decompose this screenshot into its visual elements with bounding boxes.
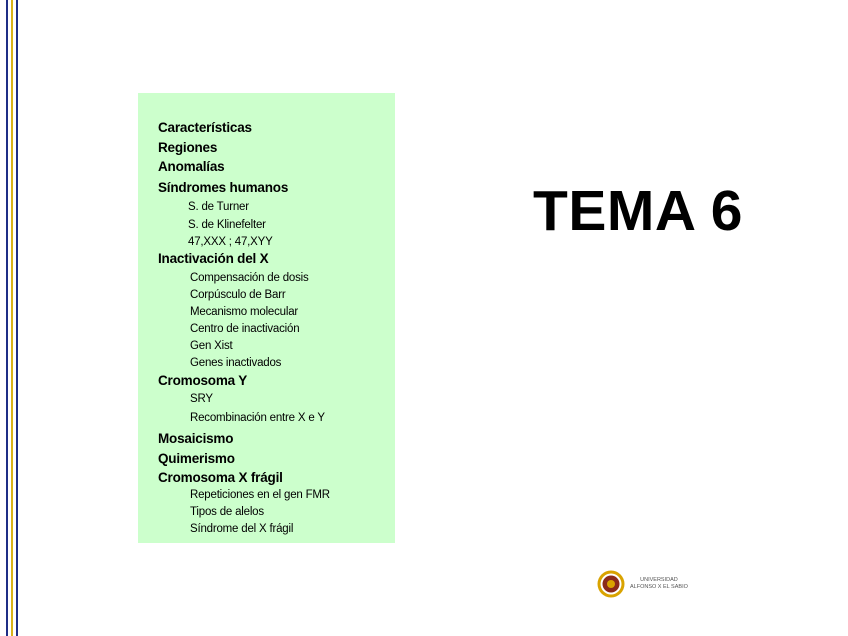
outline-subtopic: SRY — [190, 393, 213, 405]
topic-outline-box — [138, 93, 395, 543]
outline-topic: Cromosoma X frágil — [158, 470, 283, 485]
outline-topic: Quimerismo — [158, 451, 235, 466]
slide-title: TEMA 6 — [533, 179, 743, 243]
left-border-stripe-blue-2 — [16, 0, 18, 636]
outline-topic: Cromosoma Y — [158, 373, 248, 388]
outline-topic: Regiones — [158, 140, 218, 155]
outline-topic: Características — [158, 120, 252, 135]
outline-subtopic: Corpúsculo de Barr — [190, 289, 286, 301]
left-border-stripe-gold — [11, 0, 13, 636]
topic-outline-list — [138, 93, 395, 543]
outline-topic: Inactivación del X — [158, 251, 269, 266]
outline-subtopic: Gen Xist — [190, 340, 233, 352]
logo-text-line1: UNIVERSIDAD — [640, 577, 678, 583]
outline-subtopic: Síndrome del X frágil — [190, 523, 294, 535]
outline-subtopic: Mecanismo molecular — [190, 306, 299, 318]
outline-subtopic: S. de Klinefelter — [188, 219, 266, 231]
outline-subtopic: Repeticiones en el gen FMR — [190, 489, 330, 501]
outline-subtopic: Centro de inactivación — [190, 323, 300, 335]
university-seal-icon — [597, 570, 625, 598]
outline-subtopic: Genes inactivados — [190, 357, 282, 369]
outline-subtopic: Recombinación entre X e Y — [190, 412, 325, 424]
university-logo — [597, 570, 697, 600]
outline-topic: Síndromes humanos — [158, 180, 289, 195]
outline-topic: Anomalías — [158, 159, 225, 174]
outline-topic: Mosaicismo — [158, 431, 234, 446]
outline-subtopic: Tipos de alelos — [190, 506, 264, 518]
left-border-stripe-blue — [6, 0, 8, 636]
outline-subtopic: S. de Turner — [188, 201, 249, 213]
outline-subtopic: Compensación de dosis — [190, 272, 309, 284]
logo-text-line2: ALFONSO X EL SABIO — [630, 583, 688, 590]
outline-subtopic: 47,XXX ; 47,XYY — [188, 236, 273, 248]
university-logo-text — [630, 577, 688, 590]
